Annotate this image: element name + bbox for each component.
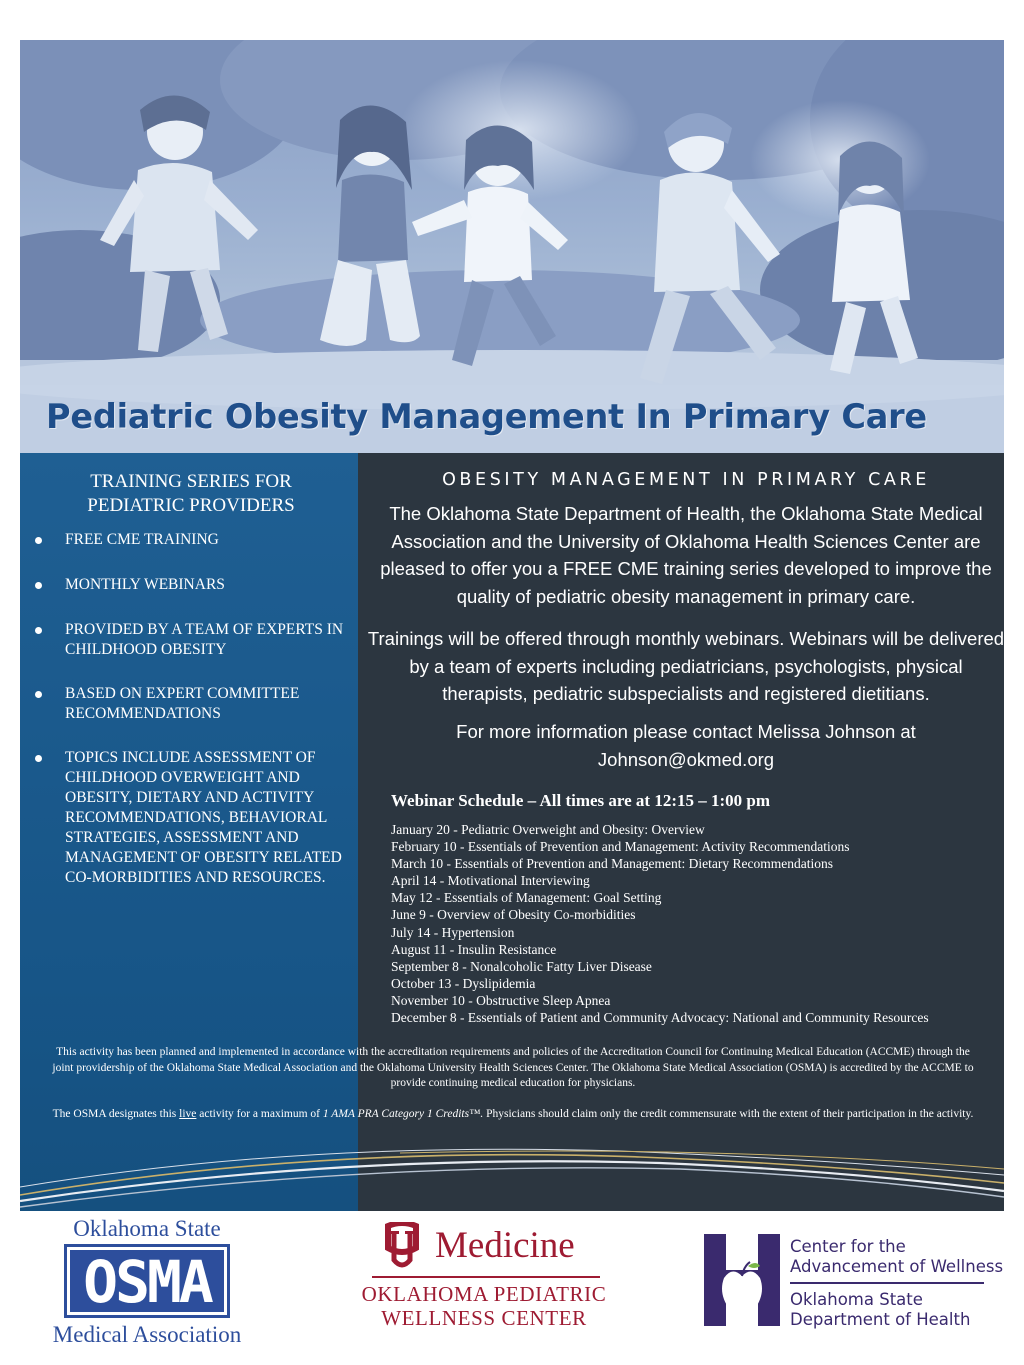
schedule-item: September 8 - Nonalcoholic Fatty Liver Disease	[391, 958, 652, 974]
ou-divider	[372, 1276, 600, 1278]
credit-designation-statement	[48, 1107, 978, 1123]
feature-item-expert-committee: BASED ON EXPERT COMMITTEE RECOMMENDATIONS	[34, 684, 354, 724]
feature-item-free-cme: FREE CME TRAINING	[34, 530, 354, 550]
ou-center-name	[338, 1282, 630, 1330]
designation-credits: 1 AMA PRA Category 1 Credits™.	[322, 1108, 484, 1120]
schedule-item: October 13 - Dyslipidemia	[391, 975, 536, 991]
schedule-item: May 12 - Essentials of Management: Goal Setting	[391, 890, 662, 906]
webinar-schedule-list	[391, 821, 1001, 1026]
section-heading: OBESITY MANAGEMENT IN PRIMARY CARE	[442, 470, 930, 490]
training-series-heading	[20, 470, 362, 518]
osdh-center-name	[790, 1237, 1003, 1277]
training-series-heading-line1: TRAINING SERIES FOR	[90, 471, 292, 492]
schedule-item: July 14 - Hypertension	[391, 924, 515, 940]
designation-text: Physicians should claim only the credit commensurate with the extent of their participation in the activity.	[483, 1108, 974, 1120]
osdh-center-name-line1: Center for the	[790, 1237, 906, 1256]
osdh-center-name-line2: Advancement of Wellness	[790, 1257, 1004, 1276]
schedule-item: April 14 - Motivational Interviewing	[391, 873, 590, 889]
osma-logo	[38, 1216, 256, 1356]
ou-interlock-icon	[380, 1222, 424, 1272]
osma-letters: OSMA	[83, 1248, 211, 1316]
osma-logo-bottom-text: Medical Association	[52, 1322, 242, 1347]
ou-medicine-logo	[338, 1216, 630, 1356]
osdh-logo	[704, 1232, 1004, 1332]
schedule-item: March 10 - Essentials of Prevention and Management: Dietary Recommendations	[391, 856, 834, 872]
osdh-department-name-line1: Oklahoma State	[790, 1290, 923, 1309]
ou-center-name-line1: OKLAHOMA PEDIATRIC	[361, 1282, 607, 1306]
hero-photo	[20, 40, 1004, 453]
osma-logo-top-text: Oklahoma State	[73, 1216, 221, 1241]
designation-live: live	[179, 1108, 197, 1120]
ou-medicine-wordmark: Medicine	[435, 1225, 575, 1266]
osdh-divider	[790, 1282, 984, 1284]
feature-item-team-of-experts: PROVIDED BY A TEAM OF EXPERTS IN CHILDHOOD OBESITY	[34, 620, 354, 660]
schedule-item: November 10 - Obstructive Sleep Apnea	[391, 992, 611, 1008]
intro-paragraph: The Oklahoma State Department of Health, the Oklahoma State Medical Association and the University of Oklahoma Health Sciences Center are pleased to offer you a FREE CME training series developed to improve the quality of pediatric obesity management in primary care.	[380, 503, 992, 607]
osdh-department-name	[790, 1290, 970, 1330]
contact-paragraph	[366, 718, 1006, 773]
schedule-item: August 11 - Insulin Resistance	[391, 941, 557, 957]
page-title: Pediatric Obesity Management In Primary Care	[46, 397, 927, 436]
feature-item-monthly-webinars: MONTHLY WEBINARS	[34, 575, 354, 595]
ou-center-name-line2: WELLNESS CENTER	[381, 1306, 587, 1330]
schedule-item: January 20 - Pediatric Overweight and Obesity: Overview	[391, 822, 705, 837]
osdh-h-apple-icon	[704, 1232, 780, 1328]
schedule-title: Webinar Schedule – All times are at 12:15 – 1:00 pm	[391, 791, 771, 810]
decorative-swoosh	[20, 1135, 1004, 1211]
osma-letters-mark	[64, 1244, 230, 1318]
feature-item-topics: TOPICS INCLUDE ASSESSMENT OF CHILDHOOD OVERWEIGHT AND OBESITY, DIETARY AND ACTIVITY RECOMMENDATIONS, BEHAVIORAL STRATEGIES, ASSESSMENT AND MANAGEMENT OF OBESITY RELATED CO-MORBIDITIES AND RESOURCES.	[34, 748, 354, 888]
designation-text: The OSMA designates this	[52, 1108, 180, 1120]
schedule-item: June 9 - Overview of Obesity Co-morbidities	[391, 907, 636, 923]
webinar-paragraph: Trainings will be offered through monthly webinars. Webinars will be delivered by a team of experts including pediatricians, psychologists, physical therapists, pediatric subspecialists and registered dietitians.	[367, 628, 1005, 704]
children-running-illustration	[20, 40, 1004, 453]
schedule-item: February 10 - Essentials of Prevention and Management: Activity Recommendations	[391, 839, 850, 855]
accreditation-statement: This activity has been planned and implemented in accordance with the accreditation requirements and policies of the Accreditation Council for Continuing Medical Education (ACCME) through the joint providership of the Oklahoma State Medical Association and the Oklahoma University Health Sciences Center. The Oklahoma State Medical Association (OSMA) is accredited by the ACCME to provide continuing medical education for physicians.	[52, 1046, 974, 1089]
training-series-heading-line2: PEDIATRIC PROVIDERS	[87, 495, 295, 516]
schedule-item: December 8 - Essentials of Patient and Community Advocacy: National and Community Resources	[391, 1010, 929, 1026]
contact-email-link[interactable]: Johnson@okmed.org	[597, 748, 775, 770]
contact-text: For more information please contact Melissa Johnson at	[456, 721, 916, 742]
feature-list	[34, 530, 354, 888]
osdh-department-name-line2: Department of Health	[790, 1310, 971, 1329]
designation-text: activity for a maximum of	[196, 1108, 323, 1120]
